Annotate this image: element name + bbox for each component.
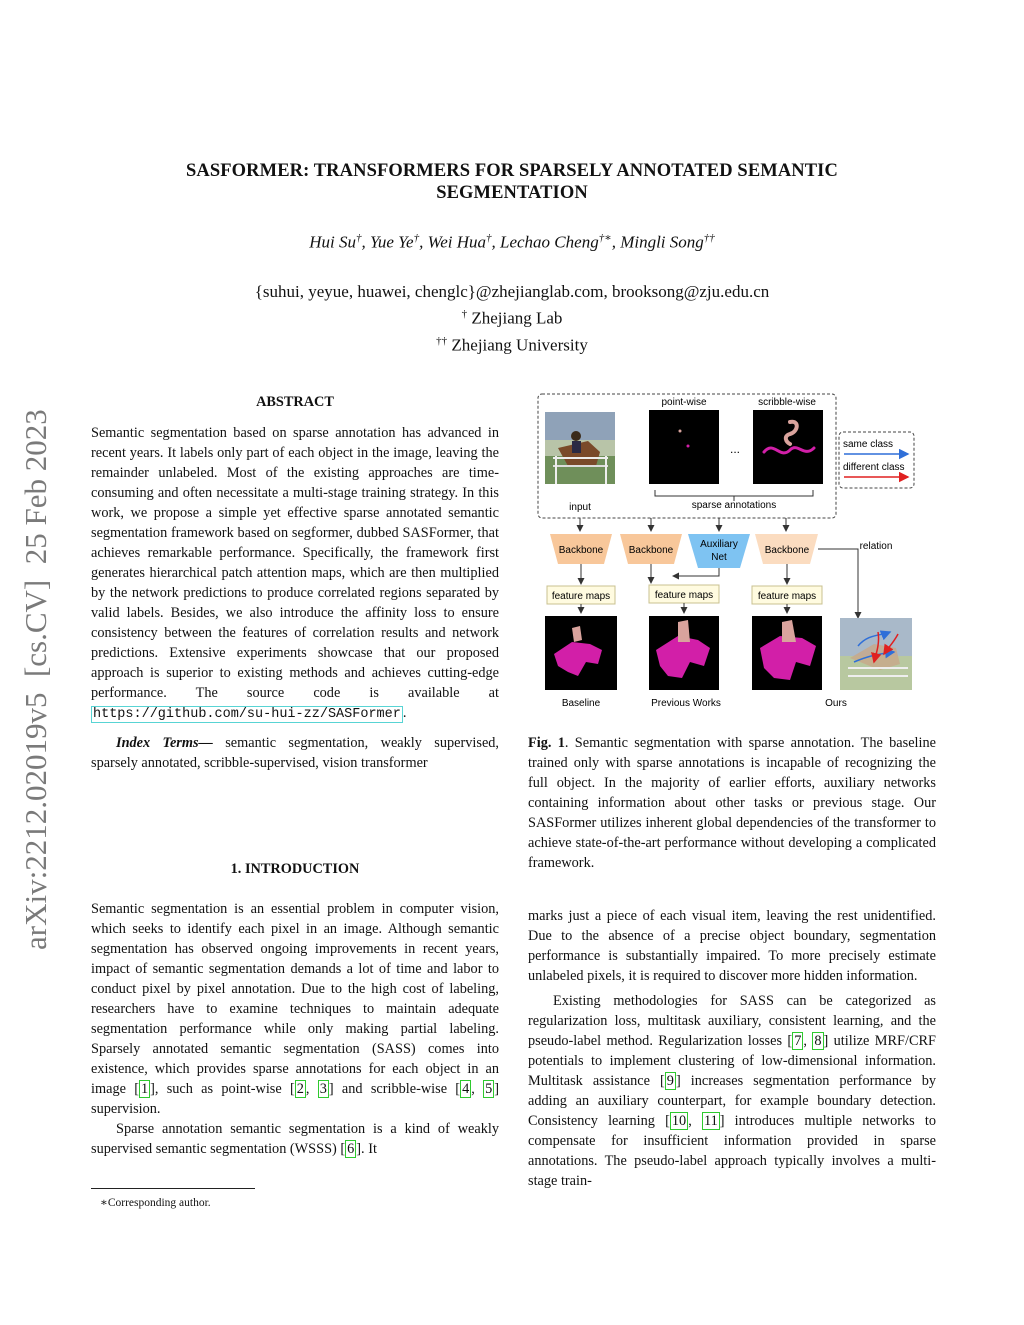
input-label: input — [569, 502, 591, 513]
affiliations: {suhui, yeyue, huawei, chenglc}@zhejianglab.com, brooksong@zju.edu.cn † Zhejiang Lab †† Zhejiang University — [120, 280, 904, 356]
auxiliary-label-2: Net — [711, 552, 727, 563]
citation-link[interactable]: 2 — [296, 1081, 304, 1097]
footnote-rule — [91, 1188, 255, 1189]
backbone-label: Backbone — [558, 545, 604, 556]
feature-maps-label: feature maps — [757, 591, 817, 602]
author-name: Wei Hua — [427, 232, 487, 252]
figure-1 — [528, 386, 938, 712]
index-terms-label: Index Terms— — [116, 735, 213, 751]
citation-link[interactable]: 6 — [347, 1141, 355, 1157]
citation-link[interactable]: 8 — [814, 1033, 822, 1049]
author-name: Yue Ye — [369, 232, 414, 252]
scribble-wise-annotation — [753, 410, 823, 484]
backbone-label: Backbone — [628, 545, 674, 556]
input-image — [545, 412, 615, 484]
output-ours — [752, 616, 822, 690]
arxiv-id-text: arXiv:2212.02019v5 [cs.CV] 25 Feb 2023 — [18, 409, 53, 950]
ellipsis: ... — [729, 442, 741, 456]
citation-link[interactable]: 5 — [485, 1081, 493, 1097]
relation-visualization — [840, 618, 912, 690]
title-line-2: SEGMENTATION — [436, 183, 588, 203]
sparse-annotations-label: sparse annotations — [691, 500, 777, 511]
point-wise-annotation — [649, 410, 719, 484]
author-name: Hui Su — [309, 232, 356, 252]
citation-link[interactable]: 9 — [666, 1073, 674, 1089]
caption-text: . Semantic segmentation with sparse annotation. The baseline trained only with sparse annotations is incapable of recognizing the full object. In the majority of earlier efforts, auxiliary networks containing information about other tasks or previous stage. Our SASFormer utilizes inherent global dependencies of the transformer to achieve state-of-the-art performance without developing a complicated framework. — [528, 735, 936, 871]
citation-link[interactable]: 3 — [319, 1081, 327, 1097]
paper-title — [120, 160, 904, 204]
output-baseline — [545, 616, 617, 690]
author-emails: {suhui, yeyue, huawei, chenglc}@zhejianglab.com, brooksong@zju.edu.cn — [254, 282, 770, 301]
author-name: Lechao Cheng — [500, 232, 599, 252]
abstract-body: Semantic segmentation based on sparse annotation has advanced in recent years. It labels only part of each object in the image, leaving the remainder unlabeled. Most of the existing approaches are time-consuming and often necessitate a multi-stage training strategy. In this work, we propose a simple yet effective sparse annotated semantic segmentation framework based on segformer, dubbed SASFormer, that achieves remarkable performance. Specifically, the framework first generates hierarchical patch attention maps, which are then multiplied by the network predictions to produce correlated regions separated by valid labels. Besides, we also introduce the affinity loss to ensure consistency between the features of correlation results and network predictions. Extensive experiments showcase that our proposed approach is superior to existing methods and achieves cutting-edge performance. The source code is available at https://github.com/su-hui-zz/SASFormer . Index Terms— semantic segmentation, weakly supervised, sparsely annotated, scribble-supervised, vision transformer — [91, 425, 500, 771]
citation-link[interactable]: 4 — [462, 1081, 470, 1097]
citation-link[interactable]: 11 — [703, 1113, 718, 1129]
abstract-text: Semantic segmentation based on sparse annotation has advanced in recent years. It labels only part of each object in the image, leaving the remainder unlabeled. Most of the existing approaches are time-consuming and often necessitate a multi-stage training strategy. In this work, we propose a simple yet effective sparse annotated semantic segmentation framework based on segformer, dubbed SASFormer, that achieves remarkable performance. Specifically, the framework first generates hierarchical patch attention maps, which are then multiplied by the network predictions to produce correlated regions separated by valid labels. Besides, we also introduce the affinity loss to ensure consistency between the features of correlation results and network predictions. Extensive experiments showcase that our proposed approach is superior to existing methods and achieves cutting-edge performance. The source code is available at — [91, 425, 499, 701]
legend-different-class: different class — [843, 462, 905, 473]
citation-link[interactable]: 7 — [794, 1033, 802, 1049]
feature-maps-label: feature maps — [654, 590, 714, 601]
caption-label: Fig. 1 — [528, 735, 565, 751]
baseline-label: Baseline — [561, 698, 601, 709]
point-wise-label: point-wise — [661, 397, 707, 408]
ours-label: Ours — [825, 698, 847, 709]
title-line-1: SASFORMER: TRANSFORMERS FOR SPARSELY ANNOTATED SEMANTIC — [186, 161, 838, 181]
footnote: ∗Corresponding author. — [100, 1197, 211, 1209]
index-terms-text: semantic segmentation, weakly supervised, sparsely annotated, scribble-supervised, vision transformer — [91, 735, 500, 771]
source-code-link[interactable]: https://github.com/su-hui-zz/SASFormer — [93, 707, 401, 722]
intro-body: Semantic segmentation is an essential problem in computer vision, which seeks to identify each pixel in an image. Although semantic segmentation has observed ongoing improvements in recent years, impact of semantic segmentation demands a lot of time and labor to conduct pixel by pixel annotation. Due to the high cost of labeling, researchers have to examine techniques to maintain adequate segmentation performance while only making partial labeling. Sparsely annotated semantic segmentation (SASS) comes into existence, which provides sparse annotations for each object in an image [ 1 ], such as point-wise [ 2 , 3 ] and scribble-wise [ 4 , 5 ] supervision. Sparse annotation semantic segmentation is a kind of weakly supervised semantic segmentation (WSSS) [ 6 ]. It — [91, 901, 499, 1157]
author-name: Mingli Song — [620, 232, 704, 252]
auxiliary-label-1: Auxiliary — [700, 539, 738, 550]
affiliation-lab: Zhejiang Lab — [471, 308, 563, 328]
output-previous-works — [649, 616, 719, 690]
paragraph: marks just a piece of each visual item, leaving the rest unidentified. Due to the absence of a precise object boundary, segmentation performance is substantially impaired. To more precisely estimate unlabeled pixels, it is required to discover more hidden information. — [528, 908, 936, 984]
abstract-heading: ABSTRACT — [256, 394, 334, 410]
legend-same-class: same class — [843, 439, 894, 450]
affiliation-university: Zhejiang University — [451, 335, 588, 355]
arxiv-sidebar-id — [8, 350, 56, 950]
feature-maps-label: feature maps — [551, 591, 611, 602]
author-list: Hui Su†, Yue Ye†, Wei Hua†, Lechao Cheng†∗, Mingli Song†† — [309, 232, 715, 252]
relation-label: relation — [859, 541, 893, 552]
citation-link[interactable]: 1 — [140, 1081, 149, 1097]
right-column-body: marks just a piece of each visual item, leaving the rest unidentified. Due to the absence of a precise object boundary, segmentation performance is substantially impaired. To more precisely estimate unlabeled pixels, it is required to discover more hidden information. Existing methodologies for SASS can be categorized as regularization loss, multitask auxiliary, consistent learning, and the pseudo-label method. Regularization losses [ 7 , 8 ] utilize MRF/CRF potentials to implement clustering of low-dimensional information. Multitask assistance [ 9 ] increases segmentation performance by adding an auxiliary counterpart, for example boundary detection. Consistency learning [ 10 , 11 ] introduces multiple networks to compensate for insufficient information provided in sparse annotations. The pseudo-label approach typically involves a multi-stage train- — [528, 908, 936, 1189]
previous-works-label: Previous Works — [651, 698, 721, 709]
scribble-wise-label: scribble-wise — [758, 397, 816, 408]
figure-caption — [528, 733, 936, 873]
backbone-label: Backbone — [764, 545, 810, 556]
citation-link[interactable]: 10 — [671, 1113, 687, 1129]
intro-heading: 1. INTRODUCTION — [230, 861, 360, 877]
